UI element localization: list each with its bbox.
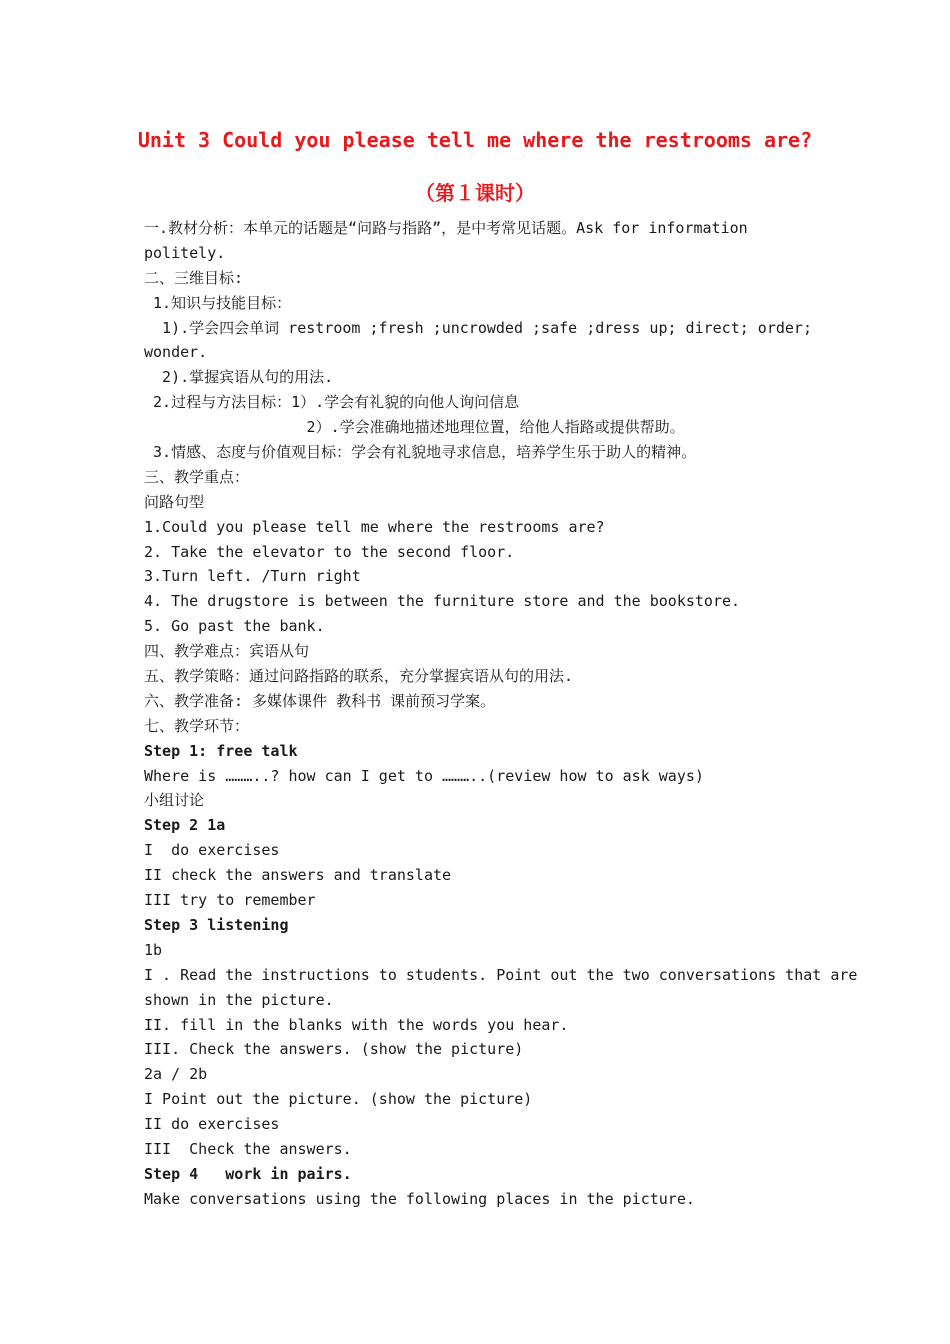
text-line: III Check the answers. (144, 1139, 352, 1158)
text-line: 2. Take the elevator to the second floor. (144, 542, 515, 561)
text-line: 五、教学策略：通过问路指路的联系，充分掌握宾语从句的用法. (144, 667, 574, 686)
section-heading: Step 3 listening (144, 915, 289, 934)
text-line: 六、教学准备: 多媒体课件 教科书 课前预习学案。 (144, 691, 496, 710)
text-line: 2）.学会准确地描述地理位置，给他人指路或提供帮助。 (144, 418, 685, 437)
lesson-subtitle: （第１课时） (415, 181, 535, 205)
text-line: III. Check the answers. (show the picture) (144, 1040, 524, 1059)
text-line: 小组讨论 (144, 791, 205, 810)
text-line: 3.Turn left. /Turn right (144, 567, 361, 586)
text-line: shown in the picture. (144, 990, 334, 1009)
unit-title: Unit 3 Could you please tell me where the restrooms are? (137, 128, 813, 152)
section-heading: Step 4 work in pairs. (144, 1164, 352, 1183)
text-line: Where is ………..? how can I get to ………..(review how to ask ways) (144, 766, 704, 785)
text-line: politely. (144, 243, 226, 262)
text-line: 1.知识与技能目标： (144, 293, 292, 312)
text-line: wonder. (144, 343, 208, 362)
text-line: 1).学会四会单词 restroom ;fresh ;uncrowded ;safe ;dress up; direct; order; (144, 318, 812, 337)
text-line: 四、教学难点：宾语从句 (144, 642, 310, 661)
text-line: 3.情感、态度与价值观目标：学会有礼貌地寻求信息，培养学生乐于助人的精神。 (144, 443, 697, 462)
text-line: II. fill in the blanks with the words you hear. (144, 1015, 569, 1034)
text-line: 2).掌握宾语从句的用法. (144, 368, 334, 387)
text-line: II check the answers and translate (144, 866, 452, 885)
text-line: 4. The drugstore is between the furniture store and the bookstore. (144, 592, 741, 611)
text-line: 七、教学环节： (144, 716, 250, 735)
section-heading: Step 1: free talk (144, 741, 298, 760)
text-line: 三、教学重点： (144, 467, 250, 486)
text-line: 5. Go past the bank. (144, 617, 325, 636)
text-line: 问路句型 (144, 492, 205, 511)
text-line: 1b (144, 940, 163, 959)
text-line: 一.教材分析：本单元的话题是“问路与指路”，是中考常见话题。Ask for information (144, 219, 748, 237)
text-line: 二、三维目标: (144, 268, 244, 287)
text-line: 2.过程与方法目标：1）.学会有礼貌的向他人询问信息 (144, 393, 520, 412)
text-line: I Point out the picture. (show the picture) (144, 1090, 533, 1109)
text-line: II do exercises (144, 1115, 280, 1134)
text-line: III try to remember (144, 891, 316, 910)
text-line: I do exercises (144, 841, 280, 860)
text-line: I . Read the instructions to students. Point out the two conversations that are (144, 965, 858, 984)
section-heading: Step 2 1a (144, 816, 226, 835)
document-body (144, 216, 858, 1212)
text-line: Make conversations using the following places in the picture. (144, 1189, 695, 1208)
text-line: 1.Could you please tell me where the restrooms are? (144, 517, 605, 536)
text-line: 2a / 2b (144, 1065, 208, 1084)
